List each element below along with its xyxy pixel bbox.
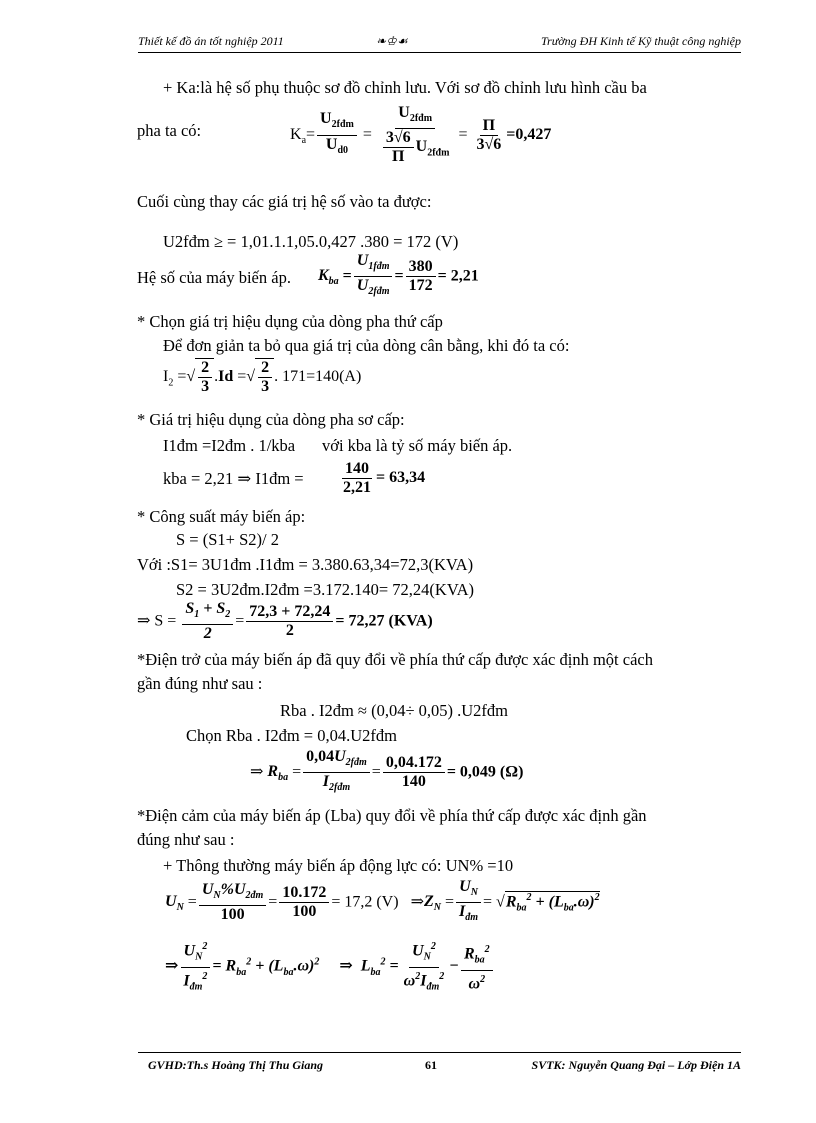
text-gan-dung: gần đúng như sau : [137,674,263,693]
page-footer [138,1058,741,1074]
text-u2fdm: U2fđm ≥ = 1,01.1.1,05.0,427 .380 = 172 (V) [163,232,459,251]
i1-result: = 63,34 [376,469,426,487]
equation-i1: $\frac{140}{2,21}$ = 63,34 [343,460,426,496]
text-chon-rba: Chọn Rba . I2đm = 0,04.U2fđm [186,726,397,745]
page-number: 61 [425,1058,437,1072]
text-kba-ty-so: với kba là tỷ số máy biến áp. [322,436,513,455]
text-s-formula: S = (S1+ S2)/ 2 [176,530,279,549]
text-i1dm: I1đm =I2đm . 1/kba [163,436,296,455]
kba-result: = 2,21 [437,267,479,285]
equation-ka: $K_a=$ $\frac{U_{2fđm}}{U_{d0}}$ = $U_{2fđm}$ $\frac{3√6}{\Pi}$ $U_{2fđm}$ = $\frac{\Pi}{3√6}$ =0,427 [290,104,552,166]
text-un-percent: + Thông thường máy biến áp động lực có: UN% =10 [163,856,514,875]
text-don-gian: Để đơn giản ta bỏ qua giá trị của dòng cân bằng, khi đó ta có: [163,336,570,355]
text-dong-so-cap: * Giá trị hiệu dụng của dòng pha sơ cấp: [137,410,405,429]
page-header [138,34,741,50]
text-chon-gia-tri: * Chọn giá trị hiệu dụng của dòng pha thứ cấp [137,312,443,331]
header-right: Trường ĐH Kinh tế Kỹ thuật công nghiệp [541,34,741,48]
rba-result: = 0,049 (Ω) [446,763,524,781]
equation-i2: $I_2$ =√ $\frac{2}{3}$ .Id =√ $\frac{2}{3}$ . 171=140(A) [163,359,362,395]
un-result: = 17,2 (V) [331,893,399,911]
s-result: = 72,27 (KVA) [335,612,433,630]
equation-rba: ⇒ $R_{ba}$ = $\frac{0,04U_{2fđm}}{I_{2fđm}}$ = $\frac{0,04.172}{140}$ = 0,049 (Ω) [250,748,524,794]
i2-result: . 171=140(A) [274,368,362,386]
text-cuoi-cung: Cuối cùng thay các giá trị hệ số vào ta được: [137,192,432,211]
text-dien-cam: *Điện cảm của máy biến áp (Lba) quy đổi về phía thứ cấp được xác định gần [137,806,647,825]
footer-right: SVTK: Nguyễn Quang Đại – Lớp Điện 1A [531,1058,741,1072]
header-rule [138,52,741,53]
equation-s: ⇒ S = $\frac{S_1 + S_2}{2}$ = $\frac{72,3 + 72,24}{2}$ = 72,27 (KVA) [137,600,433,643]
text-s1: Với :S1= 3U1đm .I1đm = 3.380.63,34=72,3(KVA) [137,555,474,574]
header-left: Thiết kế đồ án tốt nghiệp 2011 [138,34,284,48]
text-s2: S2 = 3U2đm.I2đm =3.172.140= 72,24(KVA) [176,580,475,599]
text-ka-def: + Ka:là hệ số phụ thuộc sơ đồ chỉnh lưu. Với sơ đồ chỉnh lưu hình cầu ba [163,78,647,97]
text-dung-nhu-sau: đúng như sau : [137,830,235,849]
ka-result: =0,427 [506,125,552,143]
footer-left: GVHD:Th.s Hoàng Thị Thu Giang [148,1058,324,1072]
text-cong-suat: * Công suất máy biến áp: [137,507,306,526]
footer-rule [138,1052,741,1053]
equation-kba: $K_{ba}$ = $\frac{U_{1fđm}}{U_{2fđm}}$ = $\frac{380}{172}$ = 2,21 [318,252,479,298]
text-dien-tro: *Điện trở của máy biến áp đã quy đổi về phía thứ cấp được xác định một cách [137,650,653,669]
text-rba-approx: Rba . I2đm ≈ (0,04÷ 0,05) .U2fđm [280,701,509,720]
text-kba-value: kba = 2,21 ⇒ I1đm = [163,469,304,488]
text-pha-ta-co: pha ta có: [137,121,202,140]
equation-un: $U_N$ = $\frac{U_N\%U_{2đm}}{100}$ = $\frac{10.172}{100}$ = 17,2 (V) $\Rightarrow Z_N$ = $\frac{U_N}{I_{đm}}$ = $√R_{ba}^2 + (L_{ba}.\omega)^2$ [165,878,600,924]
header-ornament: ❧♔☙ [376,34,408,48]
equation-lba: ⇒ $\frac{U_N^2}{I_{đm}^2}$ = $R_{ba}^2 + (L_{ba}.\omega)^2$ ⇒ $L_{ba}^2$ = $\frac{U_N^2}{\omega^2I_{đm}^2}$ − $\frac{R_{ba}^2}{\omega^2}$ [165,938,495,996]
text-he-so-mba: Hệ số của máy biến áp. [137,268,291,287]
